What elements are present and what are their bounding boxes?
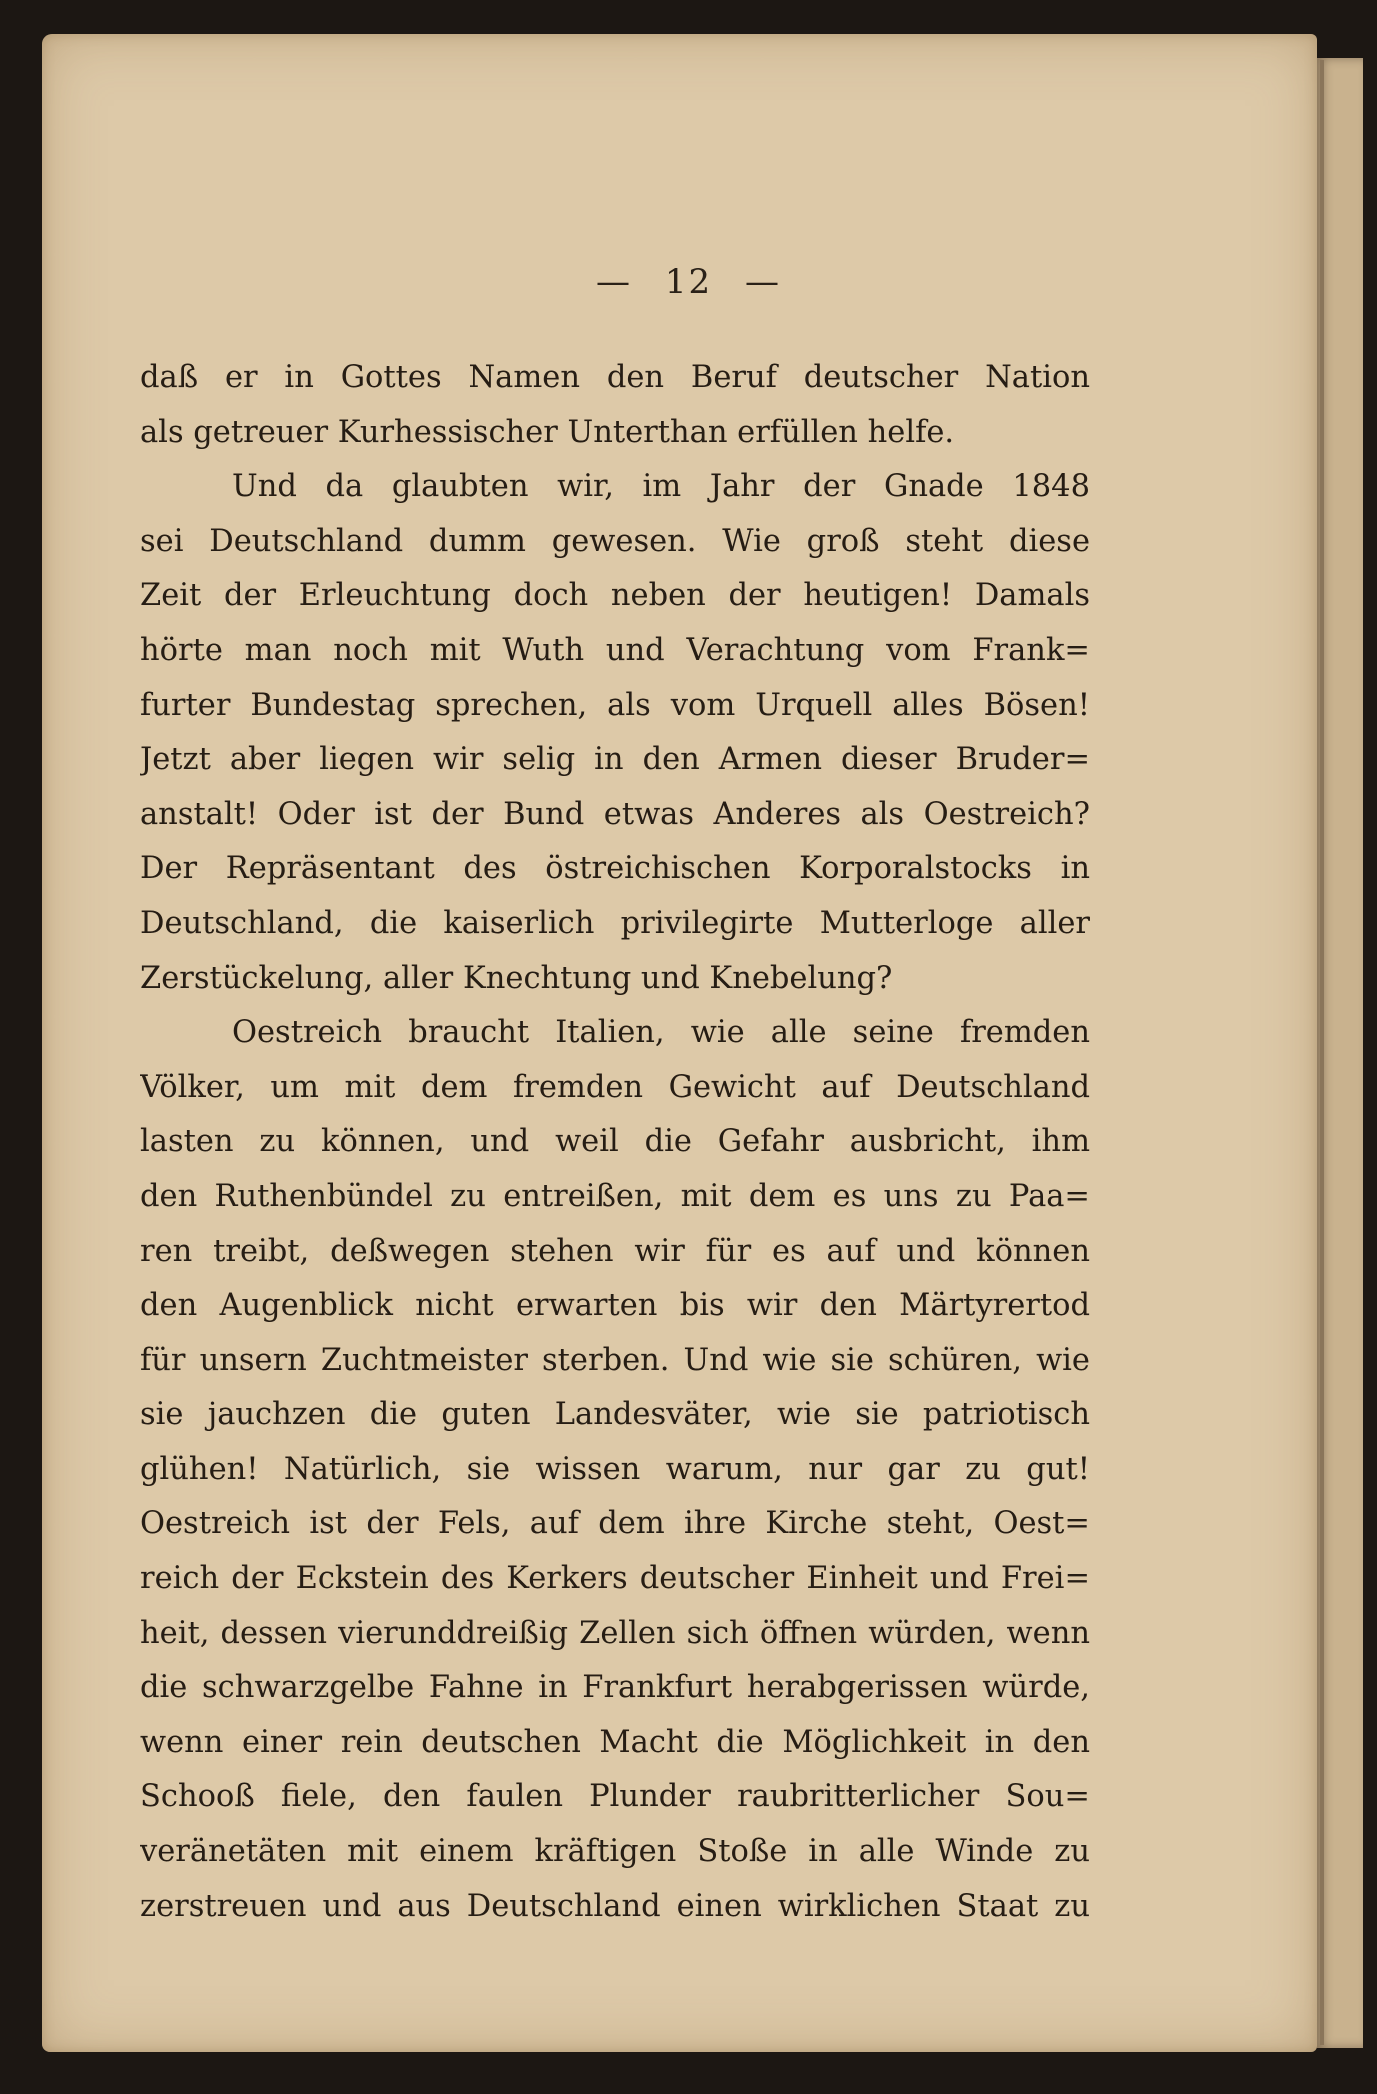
text-line: den Augenblick nicht erwarten bis wir den Märtyrertod xyxy=(140,1288,1090,1324)
text-line: Deutschland, die kaiserlich privilegirte Mutterloge aller xyxy=(140,905,1090,941)
page-edge-shadow xyxy=(1320,60,1324,2045)
text-line: Der Repräsentant des östreichischen Korporalstocks in xyxy=(140,851,1090,887)
text-line: Und da glaubten wir, im Jahr der Gnade 1848 xyxy=(232,469,1090,505)
text-line: sei Deutschland dumm gewesen. Wie groß steht diese xyxy=(140,523,1090,559)
text-line: wenn einer rein deutschen Macht die Möglichkeit in den xyxy=(140,1724,1090,1760)
text-line: die schwarzgelbe Fahne in Frankfurt herabgerissen würde, xyxy=(140,1670,1090,1706)
text-line: Zerstückelung, aller Knechtung und Knebelung? xyxy=(140,960,893,996)
body-text xyxy=(140,351,1090,1934)
text-line: den Ruthenbündel zu entreißen, mit dem es uns zu Paa= xyxy=(140,1178,1090,1214)
page-number: 12 xyxy=(664,262,713,302)
text-line: sie jauchzen die guten Landesväter, wie sie patriotisch xyxy=(140,1397,1090,1433)
text-line: heit, dessen vierunddreißig Zellen sich öffnen würden, wenn xyxy=(140,1615,1090,1651)
text-line: Oestreich braucht Italien, wie alle seine fremden xyxy=(232,1015,1090,1051)
text-line: Völker, um mit dem fremden Gewicht auf Deutschland xyxy=(140,1069,1090,1105)
text-line: Jetzt aber liegen wir selig in den Armen dieser Bruder= xyxy=(140,742,1090,778)
text-line: veränetäten mit einem kräftigen Stoße in alle Winde zu xyxy=(140,1834,1090,1870)
text-line: Oestreich ist der Fels, auf dem ihre Kirche steht, Oest= xyxy=(140,1506,1090,1542)
text-line: reich der Eckstein des Kerkers deutscher Einheit und Frei= xyxy=(140,1561,1090,1597)
text-line: zerstreuen und aus Deutschland einen wirklichen Staat zu xyxy=(140,1888,1090,1924)
text-line: daß er in Gottes Namen den Beruf deutscher Nation xyxy=(140,360,1090,395)
text-line: als getreuer Kurhessischer Unterthan erfüllen helfe. xyxy=(140,414,955,450)
header-dash-right: — xyxy=(744,262,781,302)
text-line: hörte man noch mit Wuth und Verachtung vom Frank= xyxy=(140,632,1090,668)
text-line: furter Bundestag sprechen, als vom Urquell alles Bösen! xyxy=(140,687,1090,723)
text-line: ren treibt, deßwegen stehen wir für es auf und können xyxy=(140,1233,1090,1269)
text-line: Zeit der Erleuchtung doch neben der heutigen! Damals xyxy=(140,578,1090,614)
text-line: lasten zu können, und weil die Gefahr ausbricht, ihm xyxy=(140,1124,1090,1160)
page-header xyxy=(0,262,1377,302)
text-line: anstalt! Oder ist der Bund etwas Anderes als Oestreich? xyxy=(140,796,1090,832)
text-line: glühen! Natürlich, sie wissen warum, nur gar zu gut! xyxy=(140,1451,1090,1487)
header-dash-left: — xyxy=(596,262,633,302)
text-line: Schooß fiele, den faulen Plunder raubritterlicher Sou= xyxy=(140,1779,1090,1815)
text-line: für unsern Zuchtmeister sterben. Und wie sie schüren, wie xyxy=(140,1342,1090,1378)
